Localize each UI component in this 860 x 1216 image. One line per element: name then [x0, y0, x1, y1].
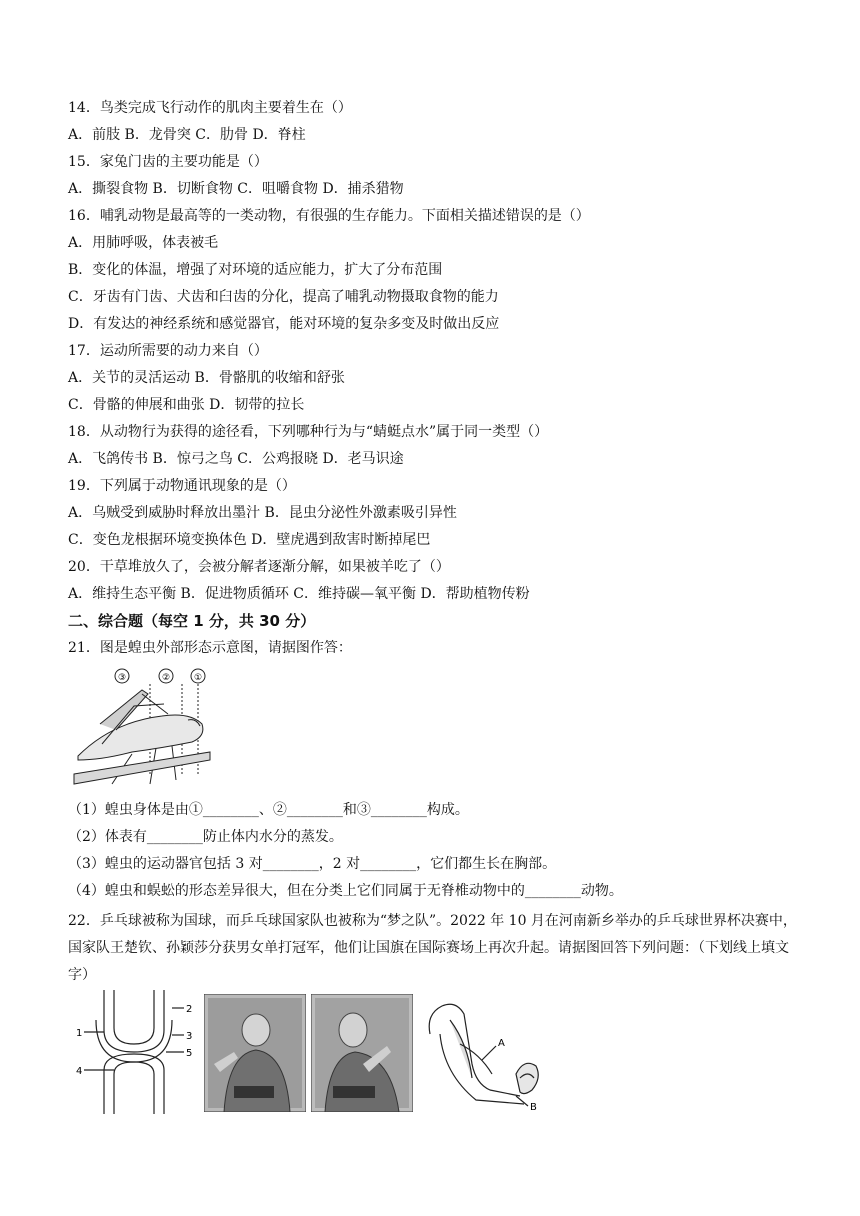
q18-options: A．飞鸽传书 B．惊弓之鸟 C．公鸡报晓 D．老马识途: [68, 451, 404, 467]
joint-label-3: 3: [186, 1031, 193, 1042]
joint-label-2: 2: [186, 1004, 193, 1015]
q14-stem: 14．鸟类完成飞行动作的肌肉主要着生在（）: [68, 100, 352, 116]
locust-label-1: ①: [194, 673, 203, 683]
q16-stem: 16．哺乳动物是最高等的一类动物，有很强的生存能力。下面相关描述错误的是（）: [68, 208, 590, 224]
q17-options-cd: C．骨骼的伸展和曲张 D．韧带的拉长: [68, 397, 305, 413]
q15-options: A．撕裂食物 B．切断食物 C．咀嚼食物 D．捕杀猎物: [68, 181, 404, 197]
locust-label-3: ③: [118, 673, 127, 683]
arm-label-A: A: [498, 1038, 505, 1049]
q16-option-d: D．有发达的神经系统和感觉器官，能对环境的复杂多变及时做出反应: [68, 316, 500, 332]
athlete-photo-2: [311, 994, 413, 1112]
q21-sub4: （4）蝗虫和蜈蚣的形态差异很大，但在分类上它们同属于无脊椎动物中的________动物。: [68, 883, 623, 899]
q21-sub1: （1）蝗虫身体是由①________、②________和③________构成。: [68, 802, 469, 818]
q16-option-c: C．牙齿有门齿、犬齿和臼齿的分化，提高了哺乳动物摄取食物的能力: [68, 289, 499, 305]
locust-figure: [72, 664, 212, 792]
joint-drawing: [74, 990, 200, 1114]
q14-options: A．前肢 B．龙骨突 C．肋骨 D．脊柱: [68, 127, 306, 143]
q17-stem: 17．运动所需要的动力来自（）: [68, 343, 268, 359]
q21-sub2: （2）体表有________防止体内水分的蒸发。: [68, 829, 343, 845]
q19-stem: 19．下列属于动物通讯现象的是（）: [68, 478, 296, 494]
q21-sub3: （3）蝗虫的运动器官包括 3 对________，2 对________，它们都生长在胸部。: [68, 856, 557, 872]
knee-joint-figure: [74, 990, 200, 1114]
joint-label-4: 4: [76, 1066, 83, 1077]
q19-options-cd: C．变色龙根据环境变换体色 D．壁虎遇到敌害时断掉尾巴: [68, 532, 431, 548]
joint-label-5: 5: [186, 1048, 193, 1059]
arm-muscle-figure: [420, 994, 544, 1112]
q20-options: A．维持生态平衡 B．促进物质循环 C．维持碳—氧平衡 D．帮助植物传粉: [68, 586, 530, 602]
q20-stem: 20．干草堆放久了，会被分解者逐渐分解，如果被羊吃了（）: [68, 559, 450, 575]
athlete-photo-1: [204, 994, 306, 1112]
arm-label-B: B: [530, 1102, 537, 1112]
q15-stem: 15．家兔门齿的主要功能是（）: [68, 154, 268, 170]
q21-stem: 21．图是蝗虫外部形态示意图，请据图作答：: [68, 640, 352, 656]
q17-options-ab: A．关节的灵活运动 B．骨骼肌的收缩和舒张: [68, 370, 345, 386]
section-heading: 二、综合题（每空 1 分，共 30 分）: [68, 612, 316, 630]
q16-option-b: B．变化的体温，增强了对环境的适应能力，扩大了分布范围: [68, 262, 443, 278]
q19-options-ab: A．乌贼受到威胁时释放出墨汁 B．昆虫分泌性外激素吸引异性: [68, 505, 457, 521]
joint-label-1: 1: [76, 1028, 83, 1039]
locust-label-2: ②: [162, 673, 171, 683]
q16-option-a: A．用肺呼吸，体表被毛: [68, 235, 219, 251]
q22-stem: 22．乒乓球被称为国球，而乒乓球国家队也被称为“梦之队”。2022 年 10 月在河南新乡举办的乒乓球世界杯决赛中，国家队王楚钦、孙颖莎分获男女单打冠军，他们让国旗在国际赛场上再次升起。请据图回答下列问题：（下划线上填文字）: [68, 913, 797, 983]
locust-drawing: [72, 664, 212, 792]
q18-stem: 18．从动物行为获得的途径看，下列哪种行为与“蜻蜓点水”属于同一类型（）: [68, 424, 549, 440]
